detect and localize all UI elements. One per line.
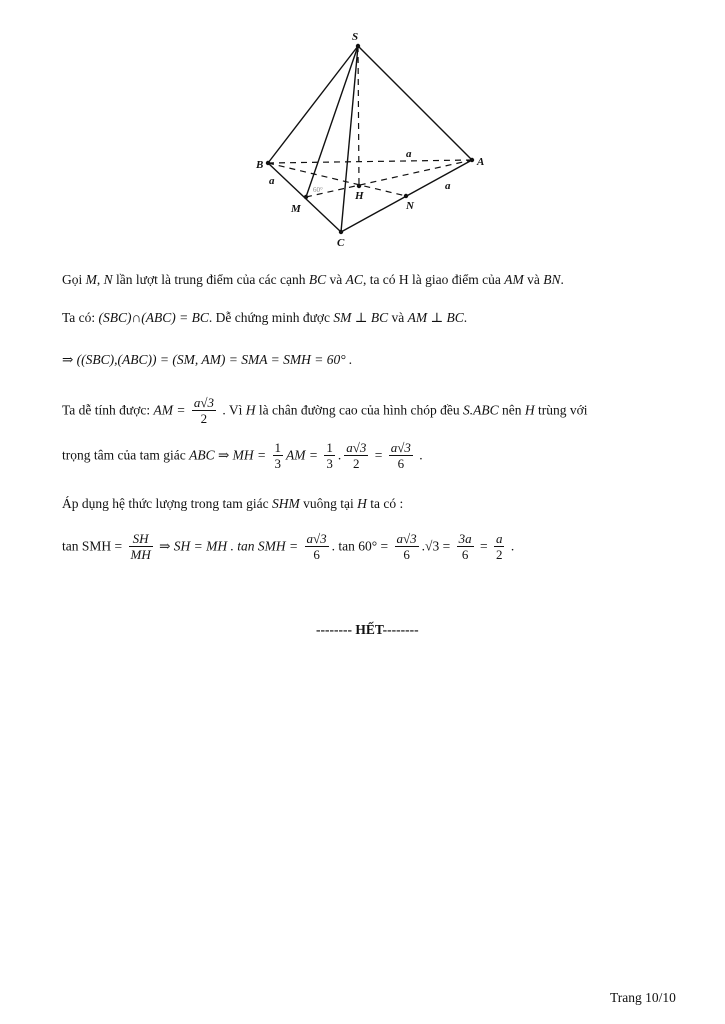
math: tan SMH = — [62, 538, 123, 554]
label-A: A — [477, 156, 485, 168]
text: Ta có: — [62, 310, 96, 325]
text: vuông tại — [303, 496, 354, 511]
text: và — [527, 272, 540, 287]
text: . — [560, 272, 564, 287]
label-a-top: a — [406, 148, 412, 160]
label-H: H — [355, 190, 364, 202]
fraction: $\frac{1}{3}$ — [274, 440, 281, 471]
fraction: $\frac{3a}{6}$ — [458, 531, 472, 562]
fraction: $\frac{a√3}{6}$ — [396, 531, 417, 562]
fraction: $\frac{a√3}{6}$ — [390, 440, 411, 471]
math: . tan 60° = — [331, 538, 389, 554]
fraction: $\frac{a√3}{6}$ — [306, 531, 327, 562]
fraction: $\frac{1}{3}$ — [326, 440, 333, 471]
math: ABC ⇒ MH = — [189, 447, 267, 463]
text: . — [510, 538, 515, 554]
math: SM ⊥ BC — [333, 310, 389, 325]
math: AM = — [153, 402, 186, 418]
text: BN — [543, 272, 561, 287]
label-B: B — [256, 159, 264, 171]
text: nên — [502, 402, 522, 418]
edge-SA — [358, 46, 472, 160]
pyramid-figure — [0, 0, 725, 260]
text: Áp dụng hệ thức lượng trong tam giác — [62, 496, 269, 511]
fraction: $\frac{a√3}{2}$ — [346, 440, 367, 471]
math: .√3 = — [421, 538, 451, 554]
text: M — [85, 272, 97, 287]
text: và — [329, 272, 343, 287]
text: và — [391, 310, 405, 325]
math: AM ⊥ BC — [407, 310, 464, 325]
edge-BA — [268, 160, 472, 163]
text: S.ABC — [463, 402, 499, 418]
text: . Vì — [222, 402, 243, 418]
para-relations — [62, 496, 403, 512]
para-centroid: trọng tâm của tam giác ABC ⇒ MH = $\frac{1}{3}$ AM = $\frac{1}{3}$ . $\frac{a√3}{2}$ = $\frac{a√3}{6}$ . — [62, 440, 423, 471]
text: H — [357, 496, 367, 511]
text: = — [374, 447, 383, 463]
text: , ta có H là giao điểm của — [362, 272, 501, 287]
fraction: $\frac{a√3}{2}$ — [193, 395, 214, 426]
text: trọng tâm của tam giác — [62, 447, 186, 463]
math: = — [479, 538, 488, 554]
fraction: $\frac{a}{2}$ — [495, 531, 503, 562]
edge-SH — [358, 46, 359, 186]
text: H — [245, 402, 256, 418]
text: H — [524, 402, 535, 418]
math: ⇒ ((SBC),(ABC)) = (SM, AM) = SMA = SMH = 60° . — [62, 352, 353, 367]
text: . — [463, 310, 468, 325]
label-a-left: a — [269, 175, 275, 187]
text: lần lượt là trung điểm của các cạnh — [116, 272, 306, 287]
math: ⇒ SH = MH . tan SMH = — [159, 538, 299, 554]
end-mark: -------- HẾT-------- — [316, 622, 419, 637]
text: trùng với — [538, 402, 588, 418]
para-midpoints — [62, 272, 564, 288]
fraction: $\frac{SH}{MH}$ — [130, 531, 151, 562]
math: AM = — [286, 447, 318, 463]
label-S: S — [352, 31, 359, 43]
text: ta có : — [370, 496, 404, 511]
text: AM — [504, 272, 524, 287]
text: SHM — [271, 496, 300, 511]
text: Ta dễ tính được: — [62, 402, 151, 418]
text: AC — [345, 272, 363, 287]
para-result — [62, 532, 514, 563]
text: . — [419, 447, 423, 463]
para-intersection — [62, 310, 467, 326]
label-angle: 60° — [313, 186, 323, 194]
text: . Dễ chứng minh được — [208, 310, 331, 325]
text: , — [96, 272, 101, 287]
text: Gọi — [62, 272, 83, 287]
edge-SC — [341, 46, 358, 232]
page-footer: Trang 10/10 — [610, 990, 676, 1005]
label-M: M — [291, 203, 301, 215]
text: N — [103, 272, 113, 287]
para-am-length — [62, 396, 588, 427]
text: BC — [308, 272, 327, 287]
math: (SBC)∩(ABC) = BC — [98, 310, 209, 325]
label-C: C — [337, 237, 345, 249]
edge-SB — [268, 46, 358, 163]
para-angle — [62, 352, 352, 368]
text: là chân đường cao của hình chóp đều — [258, 402, 460, 418]
label-N: N — [406, 200, 414, 212]
label-a-right: a — [445, 180, 451, 192]
